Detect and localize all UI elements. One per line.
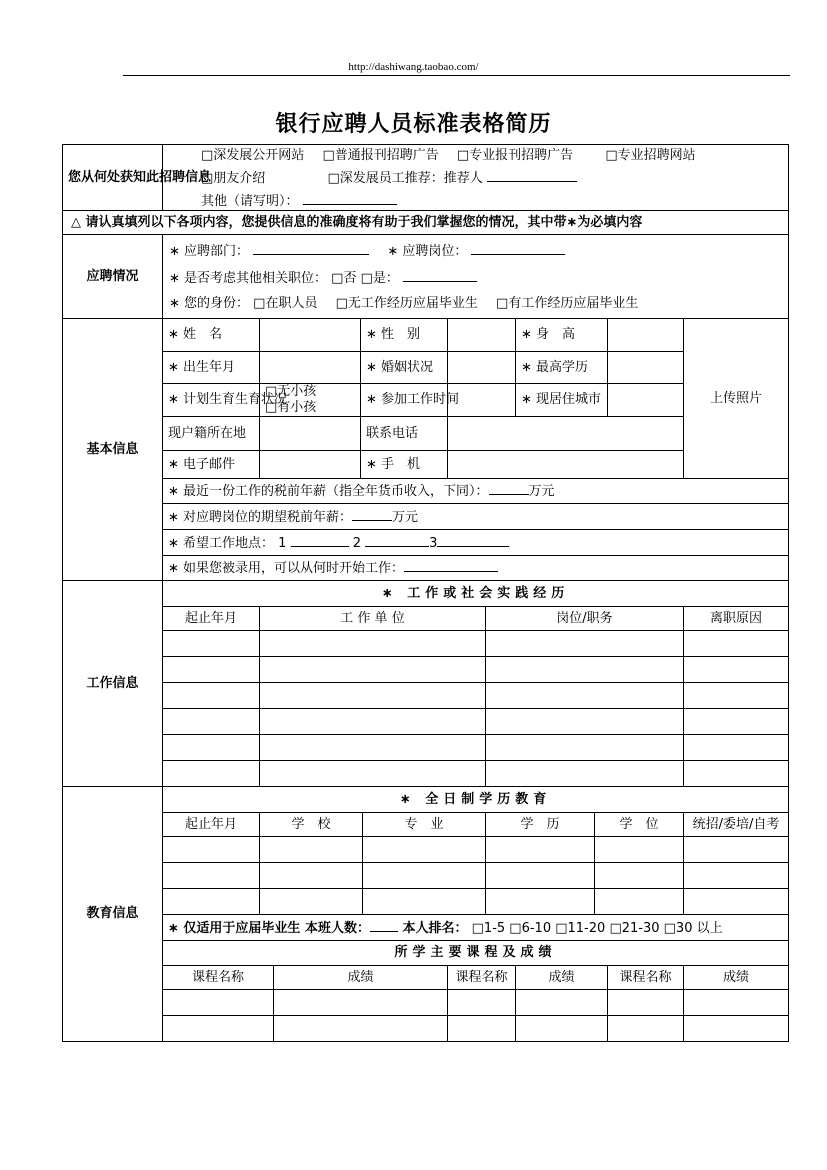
edu-col-type: 统招/委培/自考 <box>684 813 789 837</box>
graduate-cell <box>163 915 789 941</box>
edu-col-degree-level: 学 历 <box>486 813 595 837</box>
application-row <box>63 235 789 319</box>
gender-label: ∗ 性 别 <box>361 319 448 352</box>
course-cell[interactable] <box>163 990 274 1016</box>
work-cell[interactable] <box>486 683 684 709</box>
page-title: 银行应聘人员标准表格简历 <box>275 111 552 137</box>
course-col-name-1: 课程名称 <box>163 966 274 990</box>
family-options <box>260 384 361 417</box>
work-col-position: 岗位/职务 <box>486 607 684 631</box>
course-cell[interactable] <box>684 1016 789 1042</box>
work-cell[interactable] <box>163 735 260 761</box>
edu-col-school: 学 校 <box>260 813 363 837</box>
edu-cell[interactable] <box>595 863 684 889</box>
edu-cell[interactable] <box>684 889 789 915</box>
has-child-checkbox[interactable]: □有小孩 <box>265 400 317 415</box>
table-row <box>63 657 789 683</box>
course-cell[interactable] <box>163 1016 274 1042</box>
edu-cell[interactable] <box>595 889 684 915</box>
course-cell[interactable] <box>516 1016 608 1042</box>
mobile-field[interactable] <box>448 451 684 479</box>
height-label: ∗ 身 高 <box>516 319 608 352</box>
option-employee-referral[interactable]: □深发展员工推荐：推荐人 <box>327 171 483 186</box>
identity-graduate-exp-checkbox[interactable]: □有工作经历应届毕业生 <box>496 295 639 311</box>
name-label: ∗ 姓 名 <box>163 319 260 352</box>
consider-label: ∗ 是否考虑其他相关职位： <box>169 270 328 286</box>
work-heading: ∗ 工作或社会实践经历 <box>163 581 789 607</box>
birth-field[interactable] <box>260 352 361 384</box>
edu-col-major: 专 业 <box>363 813 486 837</box>
salary-expect-row <box>63 504 789 530</box>
work-cell[interactable] <box>486 761 684 787</box>
consider-no-checkbox[interactable]: □否 <box>331 270 357 286</box>
basic-row-2 <box>63 352 789 384</box>
option-friend-referral[interactable]: □朋友介绍 <box>201 171 266 186</box>
source-options <box>163 145 789 211</box>
work-label: 工作信息 <box>63 581 163 787</box>
location-row <box>63 530 789 556</box>
identity-label: ∗ 您的身份： <box>169 295 250 311</box>
graduate-row <box>63 915 789 941</box>
course-cell[interactable] <box>448 1016 516 1042</box>
course-heading: 所学主要课程及成绩 <box>163 941 789 966</box>
phone-label: 联系电话 <box>361 417 448 451</box>
email-field[interactable] <box>260 451 361 479</box>
edu-label: 教育信息 <box>63 787 163 1042</box>
work-cell[interactable] <box>684 709 789 735</box>
edu-col-period: 起止年月 <box>163 813 260 837</box>
salary-last-field[interactable] <box>489 482 529 495</box>
photo-upload[interactable]: 上传照片 <box>684 319 789 479</box>
edu-header-row <box>63 813 789 837</box>
course-cell[interactable] <box>448 990 516 1016</box>
work-cell[interactable] <box>163 761 260 787</box>
marital-label: ∗ 婚姻状况 <box>361 352 448 384</box>
edu-cell[interactable] <box>163 837 260 863</box>
height-field[interactable] <box>608 319 684 352</box>
edu-cell[interactable] <box>684 837 789 863</box>
table-row <box>63 889 789 915</box>
course-heading-row <box>63 941 789 966</box>
edu-heading: ∗ 全日制学历教育 <box>163 787 789 813</box>
consider-field[interactable] <box>403 269 477 282</box>
mobile-label: ∗ 手 机 <box>361 451 448 479</box>
edu-cell[interactable] <box>260 863 363 889</box>
edu-cell[interactable] <box>486 837 595 863</box>
work-cell[interactable] <box>260 683 486 709</box>
salary-last-unit: 万元 <box>528 484 555 499</box>
hukou-label: 现户籍所在地 <box>163 417 260 451</box>
rank-1-5-checkbox[interactable]: □1-5 <box>471 920 506 936</box>
notice-text: △ 请认真填列以下各项内容，您提供信息的准确度将有助于我们掌握您的情况，其中带∗为必填内容 <box>63 211 789 235</box>
work-cell[interactable] <box>486 657 684 683</box>
class-size-label: ∗ 仅适用于应届毕业生 本班人数： <box>168 920 370 936</box>
city-label: ∗ 现居住城市 <box>516 384 608 417</box>
edu-cell[interactable] <box>163 889 260 915</box>
salary-last-label: ∗ 最近一份工作的税前年薪（指全年货币收入，下同）： <box>168 484 489 499</box>
course-cell[interactable] <box>608 990 684 1016</box>
work-cell[interactable] <box>260 761 486 787</box>
rank-30-plus-checkbox[interactable]: □30 以上 <box>663 920 723 936</box>
table-row <box>63 990 789 1016</box>
work-cell[interactable] <box>163 709 260 735</box>
position-field[interactable] <box>471 242 565 255</box>
work-col-reason: 离职原因 <box>684 607 789 631</box>
salary-expect-cell <box>163 504 789 530</box>
work-header-row <box>63 607 789 631</box>
work-cell[interactable] <box>684 631 789 657</box>
rank-6-10-checkbox[interactable]: □6-10 <box>509 920 552 936</box>
work-col-company: 工 作 单 位 <box>260 607 486 631</box>
work-start-label: ∗ 参加工作时间 <box>361 384 448 417</box>
location-label: ∗ 希望工作地点： <box>168 535 275 551</box>
salary-expect-label: ∗ 对应聘岗位的期望税前年薪： <box>168 509 353 525</box>
salary-last-cell <box>163 479 789 504</box>
course-cell[interactable] <box>274 990 448 1016</box>
other-label: 其他（请写明）： <box>201 194 299 209</box>
course-col-score-3: 成绩 <box>684 966 789 990</box>
email-label: ∗ 电子邮件 <box>163 451 260 479</box>
work-cell[interactable] <box>260 631 486 657</box>
basic-row-4 <box>63 417 789 451</box>
course-col-score-2: 成绩 <box>516 966 608 990</box>
edu-cell[interactable] <box>684 863 789 889</box>
position-label: ∗ 应聘岗位： <box>387 243 468 259</box>
edu-cell[interactable] <box>163 863 260 889</box>
basic-label: 基本信息 <box>63 319 163 581</box>
table-row <box>63 863 789 889</box>
work-cell[interactable] <box>684 735 789 761</box>
work-cell[interactable] <box>260 735 486 761</box>
work-cell[interactable] <box>260 657 486 683</box>
salary-expect-unit: 万元 <box>392 509 419 525</box>
table-row <box>63 709 789 735</box>
department-field[interactable] <box>253 242 369 255</box>
location-3-field[interactable] <box>437 534 509 547</box>
location-1-label: 1 <box>278 535 287 551</box>
table-row <box>63 761 789 787</box>
edu-heading-row <box>63 787 789 813</box>
notice-row <box>63 211 789 235</box>
source-label: 您从何处获知此招聘信息 <box>63 145 163 211</box>
course-cell[interactable] <box>684 990 789 1016</box>
edu-cell[interactable] <box>486 863 595 889</box>
family-label: ∗ 计划生育生育状况 <box>163 384 260 417</box>
option-public-website[interactable]: □深发展公开网站 <box>201 148 305 163</box>
basic-row-5 <box>63 451 789 479</box>
referrer-field[interactable] <box>487 169 577 182</box>
hukou-field[interactable] <box>260 417 361 451</box>
edu-cell[interactable] <box>595 837 684 863</box>
department-label: ∗ 应聘部门： <box>169 243 250 259</box>
edu-col-degree: 学 位 <box>595 813 684 837</box>
education-field[interactable] <box>608 352 684 384</box>
source-row <box>63 145 789 211</box>
course-cell[interactable] <box>274 1016 448 1042</box>
edu-cell[interactable] <box>260 889 363 915</box>
class-size-field[interactable] <box>370 919 398 932</box>
course-col-name-3: 课程名称 <box>608 966 684 990</box>
birth-label: ∗ 出生年月 <box>163 352 260 384</box>
start-field[interactable] <box>404 559 498 572</box>
basic-row-1 <box>63 319 789 352</box>
location-1-field[interactable] <box>291 534 349 547</box>
edu-cell[interactable] <box>486 889 595 915</box>
identity-graduate-no-exp-checkbox[interactable]: □无工作经历应届毕业生 <box>335 295 478 311</box>
work-cell[interactable] <box>684 657 789 683</box>
edu-cell[interactable] <box>363 837 486 863</box>
work-cell[interactable] <box>260 709 486 735</box>
work-cell[interactable] <box>163 631 260 657</box>
name-field[interactable] <box>260 319 361 352</box>
edu-cell[interactable] <box>363 863 486 889</box>
location-2-label: 2 <box>352 535 362 551</box>
table-row <box>63 837 789 863</box>
work-cell[interactable] <box>163 657 260 683</box>
header-url: http://dashiwang.taobao.com/ <box>348 61 479 73</box>
rank-21-30-checkbox[interactable]: □21-30 <box>609 920 660 936</box>
phone-field[interactable] <box>448 417 684 451</box>
start-cell <box>163 556 789 581</box>
course-cell[interactable] <box>608 1016 684 1042</box>
work-cell[interactable] <box>486 631 684 657</box>
edu-cell[interactable] <box>260 837 363 863</box>
rank-11-20-checkbox[interactable]: □11-20 <box>555 920 606 936</box>
option-general-newspaper[interactable]: □普通报刊招聘广告 <box>322 148 439 163</box>
marital-field[interactable] <box>448 352 516 384</box>
work-heading-row <box>63 581 789 607</box>
course-header-row <box>63 966 789 990</box>
application-fields <box>163 235 789 319</box>
education-label: ∗ 最高学历 <box>516 352 608 384</box>
start-label: ∗ 如果您被录用，可以从何时开始工作： <box>168 561 405 576</box>
basic-row-3 <box>63 384 789 417</box>
location-3-label: 3 <box>429 535 438 551</box>
course-col-score-1: 成绩 <box>274 966 448 990</box>
resume-form-table <box>62 144 789 1042</box>
location-cell <box>163 530 789 556</box>
table-row <box>63 683 789 709</box>
work-cell[interactable] <box>486 709 684 735</box>
work-cell[interactable] <box>163 683 260 709</box>
no-child-checkbox[interactable]: □无小孩 <box>265 384 317 399</box>
table-row <box>63 631 789 657</box>
city-field[interactable] <box>608 384 684 417</box>
location-2-field[interactable] <box>365 534 429 547</box>
table-row <box>63 1016 789 1042</box>
start-row <box>63 556 789 581</box>
course-cell[interactable] <box>516 990 608 1016</box>
edu-cell[interactable] <box>363 889 486 915</box>
work-cell[interactable] <box>684 761 789 787</box>
table-row <box>63 735 789 761</box>
salary-expect-field[interactable] <box>352 508 392 521</box>
application-label: 应聘情况 <box>63 235 163 319</box>
option-recruitment-website[interactable]: □专业招聘网站 <box>605 148 696 163</box>
identity-employed-checkbox[interactable]: □在职人员 <box>253 295 318 311</box>
salary-last-row <box>63 479 789 504</box>
gender-field[interactable] <box>448 319 516 352</box>
work-cell[interactable] <box>684 683 789 709</box>
rank-label: 本人排名： <box>402 920 468 936</box>
consider-yes-checkbox[interactable]: □是： <box>360 270 399 286</box>
option-professional-newspaper[interactable]: □专业报刊招聘广告 <box>456 148 574 163</box>
work-col-period: 起止年月 <box>163 607 260 631</box>
other-field[interactable] <box>303 192 397 205</box>
header-divider <box>123 75 790 76</box>
course-col-name-2: 课程名称 <box>448 966 516 990</box>
work-cell[interactable] <box>486 735 684 761</box>
